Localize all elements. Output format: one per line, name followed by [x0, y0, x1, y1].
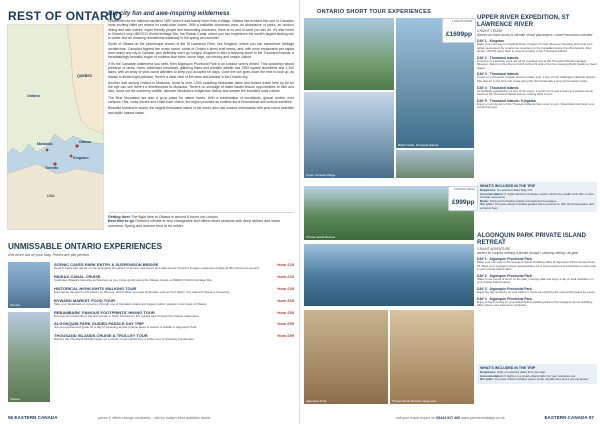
day-heading: DAY 5 · Thousand Islands / Kingston	[477, 98, 536, 103]
includes-key: Meals:	[480, 198, 489, 203]
photo-island-cabin	[304, 310, 388, 404]
map-graphic	[7, 24, 104, 230]
itinerary-day	[477, 86, 597, 97]
experience-price: from £25	[277, 262, 294, 267]
experience-name: THOUSAND ISLANDS CRUISE & TROLLEY TOUR	[54, 333, 148, 339]
includes-key: Our price:	[480, 377, 494, 381]
unmissable-subtitle: Get more out of your stay. Prices are per person	[8, 253, 89, 257]
experience-price: from £65	[277, 297, 294, 303]
tour1-title: UPPER RIVER EXPEDITION, ST LAWRENCE RIVER	[477, 14, 570, 28]
tour1-includes	[477, 182, 597, 212]
itinerary-day	[477, 274, 597, 285]
list-item	[54, 333, 294, 342]
map-label-ontario: Ontario	[27, 94, 40, 98]
map-label-muskoka: Muskoka	[37, 142, 53, 146]
experience-price: from £29	[277, 273, 294, 279]
day-heading: DAY 3 · Algonquin Provincial Park	[477, 286, 532, 291]
includes-value: On selected dates May-Oct	[497, 188, 533, 192]
experience-name: RIDEAU CANAL CRUISE	[54, 273, 101, 279]
day-desc: Enjoy a morning tour of the Thousand Islands then return to port. Disembark and begin your onward journey.	[477, 101, 595, 110]
list-item	[54, 310, 294, 319]
experience-desc: Experience Kingston's rich history on this tour, which takes you past landmarks such as Fort Henry, City Hall and Queen's University.	[54, 289, 230, 294]
photo-shore	[396, 150, 474, 178]
experience-price: from £89	[277, 309, 294, 315]
experience-desc: Hand in hand with nature on the geological formations of ancient sea caves and walk across Ontario's longest suspension bridge at 25m above the ground.	[54, 266, 260, 270]
includes-value: 3 nights on a private island cabin for your exclusive use	[504, 373, 576, 378]
travel-info-box	[108, 212, 294, 234]
itinerary-day	[477, 99, 597, 110]
experience-price: from £99	[277, 321, 294, 327]
tour1-subtitle: 4 NIGHT CRUISE	[477, 29, 503, 33]
includes-key: Departures:	[480, 370, 497, 374]
intro-paragraph: The Blue Mountains are also a go-to place for nature lovers. With a combination of woodlands, glacial creeks, river canyons, hills, rocky shores and small-town charm, the region provides an endless list of recreational and cultural activities.	[108, 95, 294, 105]
intro-paragraph: Another love among Ontario is Muskoka, home to over 1,500 sparkling freshwater lakes and visitors travel here by far for the eye can see there's a timelessness to Muskoka. There's no shortage of water-based leisure opportunities to hike and bike, scout out the cranberry wildlife, discover Muskoka's Indigenous history and sample the excellent local cuisine.	[108, 80, 294, 94]
list-item	[54, 286, 294, 295]
includes-value: The price shown includes guided shore excursions, with all transportation and entrance fees	[480, 202, 594, 210]
experience-desc: Discover the footprints of the first people in North America on this guided hike through the Ontario wilderness.	[54, 313, 200, 318]
photo-river	[304, 92, 394, 178]
intro-paragraph: Established as the national capital in 1857 when it was barely more than a village, Ottawa has evolved into one of Canada's most exciting cities yet retains its small-town charm. With a walkable downtown area, an abundance of parks, an outdoor dining and cafe culture, super friendly people and fascinating museums, there is no end to what you can do. It's also home to Ontario's only UNESCO World Heritage Site, the Rideau Canal, where you can experience the world's largest skating rink in winter and an amazing recreational waterway in the spring and summer.	[108, 19, 294, 41]
day-heading: DAY 1 · Algonquin Provincial Park	[477, 257, 532, 261]
experience-desc: Celebrate Ottawa's favourite architecture as you cruise gently along the Rideau Canal, a UNESCO World Heritage Site.	[54, 277, 213, 282]
includes-heading: WHAT'S INCLUDED IN THE TRIP	[480, 366, 536, 370]
day-desc: Immediately eastwards to a tour of two stops, a picnic lunch and a swim at a pristine sandy beach of the Thousand Islands before cruising back to port.	[477, 88, 594, 97]
experience-desc: Join an experienced guide for a day of canoeing across pristine lakes in search of wildlife in Algonquin Park.	[54, 325, 198, 330]
price-badge-value: £999pp	[452, 199, 475, 206]
day-heading: DAY 3 · Thousand Islands	[477, 72, 519, 77]
experience-price: from £49	[277, 285, 294, 291]
experience-price: from £99	[277, 333, 294, 339]
itinerary-day	[477, 72, 597, 83]
right-page	[300, 0, 600, 424]
itinerary-day	[477, 287, 597, 295]
photo-caption: Private Island Retreat	[306, 235, 335, 239]
price-badge-label: 3 NIGHTS FROM	[454, 188, 475, 191]
page-title: REST OF ONTARIO	[8, 9, 123, 23]
day-desc: Make your own way to the Voyageur Quest Outfitting office at Algonquin Park's Access Point #1. Meet your Voyageur Quest representative for a canoe lesson and orientation on the route to your private island cabin.	[477, 260, 596, 271]
list-item	[54, 274, 294, 283]
photo-living-area	[390, 310, 474, 404]
tour1-itinerary	[477, 39, 597, 112]
includes-heading: WHAT'S INCLUDED IN THE TRIP	[480, 184, 536, 188]
photo-caption: Boldt Castle, thousand islands	[398, 143, 439, 147]
day-desc: Continue in a leisurely pace set off for a guided tour of the Thousand Islands Heritage Museum. Return to the ship for lunch at the US side of the river passing Boldt Castle on Heart Island.	[477, 58, 597, 70]
includes-key: Accommodation:	[480, 191, 504, 196]
day-heading: DAY 2 · Thousand Islands	[477, 55, 519, 60]
photo-algonquin-lake	[304, 244, 474, 306]
tour2-includes	[477, 364, 597, 384]
intro-paragraph: Beautiful Manitoulin Island, the largest freshwater island in the world, also has outdoor enthusiasts with year-round activities and idyllic natural vistas.	[108, 106, 294, 115]
day-heading: DAY 4 · Algonquin Provincial Park	[477, 296, 532, 301]
best-time-label: Best time to go	[108, 219, 134, 224]
experience-name: ALGONQUIN PARK GUIDED PADDLE DAY TRIP	[54, 321, 144, 327]
intro-paragraph: If it's the Canadian wilderness you seek, then Algonquin Provincial Park is an outdoor lover's dream. This sprawling natural preserve of lakes, rivers, wildflower meadows, glittering lakes and plentiful wildlife has 7653 square kilometres and 2,400 lakes, with an array of year-round activities to keep you occupied for days. Once the sun goes down the time to look up, as thanks to limited light pollution, there's a clear view of the stars and planets in the Ontario sky.	[108, 61, 294, 79]
experience-name: BYWARD MARKET FOOD TOUR	[54, 297, 116, 303]
unmissable-title: UNMISSABLE ONTARIO EXPERIENCES	[8, 242, 163, 251]
includes-value: Daily on selected dates from Jun-Sep	[497, 370, 546, 374]
day-heading: DAY 2 · Algonquin Provincial Park	[477, 273, 532, 278]
map-label-usa: USA	[47, 194, 55, 198]
tour2-subtitle: 3 NIGHT ADVENTURE	[477, 247, 510, 251]
day-desc: Enjoy the day at leisure on your island or head out exploring the surrounding lakes by canoe.	[477, 289, 596, 294]
price-badge-value: £1699pp	[446, 31, 473, 38]
price-badge-label: 4 NIGHTS FROM	[451, 20, 473, 23]
intro-paragraph: South of Ottawa on the picturesque shores of the St Lawrence River, lies Kingston, where you can experience heritage architecture, Canada's highest live music scene, some of Ontario's finest craft brews, and, with more restaurants per capita than nearly any city in Canada, plus definitely won't go hungry! Kingston is also a stepping stone to the Thousand Islands, a breathtakingly beautiful region of endless blue skies, azure bays, rich history and unique culture.	[108, 42, 294, 60]
itinerary-day	[477, 257, 597, 272]
tour2-summary: perfect for couples seeking a private escape • stunning setting • all-gear	[477, 251, 579, 255]
experience-name: HISTORICAL HIGHLIGHTS WALKING TOUR	[54, 285, 137, 291]
experience-name: SCENIC CAVES PARK ENTRY & SUSPENSION BRIDGE	[54, 262, 159, 267]
map-label-toronto: Toronto	[45, 166, 59, 170]
page-number: 56	[8, 415, 14, 420]
day-desc: Enjoy a final morning on your island before paddling back to the Voyageur Quest Outfitting office where your adventure concludes.	[477, 299, 593, 308]
photo-caption: Private Island Retreat, living area	[392, 399, 437, 403]
getting-there-label: Getting there	[108, 215, 131, 219]
map-label-kingston: Kingston	[73, 156, 89, 160]
includes-value: 4 nights aboard a boutique vessel, which are smaller and offer a more intimate experience	[480, 191, 594, 199]
page-title: ONTARIO SHORT TOUR EXPERIENCES	[317, 9, 432, 15]
tour2-title: ALGONQUIN PARK PRIVATE ISLAND RETREAT	[477, 232, 586, 246]
photo-toronto	[8, 262, 50, 308]
photo-upper-canada-village	[304, 18, 394, 90]
footer-web[interactable]: www.premierholidays.co.uk	[461, 416, 505, 420]
footer-phone[interactable]: 08444 917 466	[436, 416, 461, 420]
footer-disclaimer: prices & offers change constantly - call for today's best available deals!	[98, 416, 211, 420]
best-time-text: Ontario's climate is very changeable and offers mixed seasons with deep winters and warm summers. Spring and autumn tend to be milder.	[108, 219, 281, 228]
itinerary-day	[477, 56, 597, 71]
experience-desc: Take your tastebuds on a journey through one of Canada's oldest and largest public markets in the heart of Ottawa.	[54, 301, 207, 306]
includes-key: Our price:	[480, 202, 494, 206]
list-item	[54, 298, 294, 307]
photo-caption: Toronto	[10, 303, 21, 307]
tour1-summary: Aboard an iconic luxury & intimate vessel passengers • shore excursions included	[477, 33, 593, 37]
includes-value: The price shown includes canoe rental, all park fees and a pre-trip lesson	[494, 377, 589, 381]
experience-desc: Explore the Thousand Islands region on a scenic cruise followed by a trolley tour of charming Gananoque.	[54, 337, 195, 342]
tour2-itinerary	[477, 257, 597, 310]
footer-cta: call your travel expert on	[396, 416, 436, 420]
footer-brand: EASTERN CANADA	[14, 415, 58, 420]
includes-value: Full board including snacks and selected beverages	[489, 198, 557, 203]
price-badge-tour1	[442, 18, 476, 43]
region-map	[7, 24, 104, 230]
list-item	[54, 321, 294, 330]
day-heading: DAY 4 · Thousand Islands	[477, 85, 519, 90]
includes-key: Departures:	[480, 188, 497, 192]
page-number: 57	[588, 415, 594, 420]
intro-text	[108, 19, 294, 117]
day-desc: Make your own way to Crawford Dock, Kingston for late afternoon boarding and meet your fellow passengers for a welcome reception on the Canadian before the ship departs. After dinner, chill the warm deck to view the beauty of the Thousand Islands.	[477, 42, 593, 53]
experience-list	[54, 262, 294, 345]
photo-caption: Algonquin Park	[306, 399, 327, 403]
list-item	[54, 262, 294, 271]
itinerary-day	[477, 39, 597, 54]
footer-left	[8, 415, 58, 420]
footer-right	[544, 415, 594, 420]
map-label-quebec: QUEBEC	[77, 74, 93, 78]
footer-brand: EASTERN CANADA	[544, 415, 588, 420]
footer-contact	[396, 416, 505, 420]
day-desc: Cruise on to Prescott, Ontario and an outside stop, a tour of Fort Wellington National Historic Site. Return to the ship and cruise along the Old Canal with a stop at the historic locks.	[477, 75, 596, 83]
itinerary-day	[477, 297, 597, 308]
photo-ottawa	[8, 312, 50, 402]
map-label-ottawa: Ottawa	[79, 140, 91, 144]
price-badge-tour2	[448, 186, 478, 211]
experience-name: REBAMBARK 'FAMOUS FOOTPRINTS' HIKING TOUR	[54, 309, 155, 315]
day-desc: Wake to the sound of loons on the lake, morning walk and enjoy a day of total relaxation on your private island retreat.	[477, 276, 594, 285]
photo-caption: Upper Canada Village	[306, 173, 336, 177]
includes-key: Accommodation:	[480, 373, 504, 378]
getting-there-text: The flight time to Ottawa is around 8 hours via London.	[131, 215, 219, 219]
intro-heading: Big city fun and awe-inspiring wilderness	[108, 10, 230, 17]
day-heading: DAY 1 · Kingston	[477, 39, 505, 43]
photo-caption: Ottawa	[10, 397, 20, 401]
